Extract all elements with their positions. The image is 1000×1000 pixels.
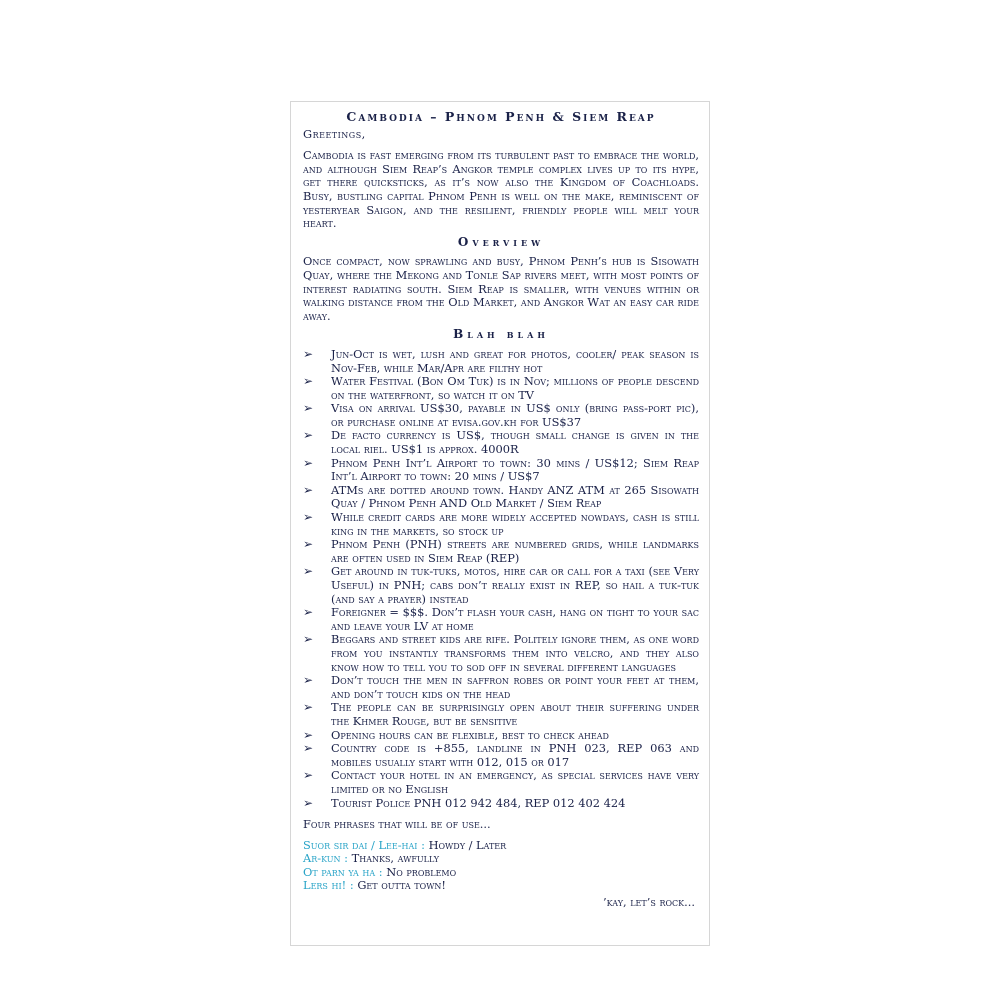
arrow-icon: ➢ (303, 768, 314, 783)
greeting: Greetings, (303, 126, 366, 141)
phrase-row (303, 866, 699, 880)
overview-paragraph: Once compact, now sprawling and busy, Phnom Penh’s hub is Sisowath Quay, where the Mekong and Tonle Sap rivers meet, with most points of interest radiating south. Siem Reap is smaller, with venues within or walking distance from the Old Market, and Angkor Wat an easy car ride away. (303, 254, 699, 323)
phrases-list (303, 839, 699, 893)
tip-text: De facto currency is US$, though small change is given in the local riel. US$1 is approx. 4000R (331, 428, 699, 457)
signoff: ’kay, let’s rock... (602, 895, 695, 910)
phrase-term: Ar-kun : (303, 851, 348, 866)
phrase-term: Lers hi! : (303, 878, 354, 893)
arrow-icon: ➢ (303, 346, 314, 361)
tip-text: ATMs are dotted around town. Handy ANZ ATM at 265 Sisowath Quay / Phnom Penh AND Old Market / Siem Reap (331, 482, 699, 511)
phrase-term: Ot parn ya ha : (303, 864, 383, 879)
arrow-icon: ➢ (303, 632, 314, 647)
tip-text: Phnom Penh (PNH) streets are numbered grids, while landmarks are often used in Siem Reap (REP) (331, 537, 699, 565)
tip-text: Visa on arrival US$30, payable in US$ only (bring pass-port pic), or purchase online at evisa.gov.kh for US$37 (331, 401, 699, 429)
phrase-meaning: Get outta town! (357, 878, 447, 893)
tip-item (303, 797, 699, 811)
arrow-icon: ➢ (303, 537, 314, 552)
phrase-row (303, 852, 699, 866)
tip-item (303, 674, 699, 701)
guide-card (290, 101, 710, 946)
arrow-icon: ➢ (303, 605, 314, 620)
tip-item (303, 429, 699, 456)
tip-text: Jun-Oct is wet, lush and great for photos, cooler/ peak season is Nov-Feb, while Mar/Apr are filthy hot (331, 346, 699, 375)
tip-text: Beggars and street kids are rife. Politely ignore them, as one word from you instantly transforms them into velcro, and they also know how to tell you to sod off in several different languages (331, 632, 699, 674)
phrases-intro: Four phrases that will be of use... (303, 817, 491, 832)
arrow-icon: ➢ (303, 510, 314, 525)
tip-text: Get around in tuk-tuks, motos, hire car or call for a taxi (see Very Useful) in PNH; cabs don’t really exist in REP, so hail a tuk-tuk (and say a prayer) instead (331, 564, 699, 606)
tip-item (303, 565, 699, 606)
phrase-row (303, 879, 699, 893)
arrow-icon: ➢ (303, 795, 314, 810)
tip-item (303, 457, 699, 484)
tip-item (303, 729, 699, 743)
tip-text: Country code is +855, landline in PNH 023, REP 063 and mobiles usually start with 012, 015 or 017 (331, 741, 699, 769)
tip-item (303, 511, 699, 538)
tips-list (303, 348, 699, 810)
tip-text: The people can be surprisingly open about their suffering under the Khmer Rouge, but be sensitive (331, 700, 699, 728)
tip-item (303, 402, 699, 429)
phrase-term: Suor sir dai / Lee-hai : (303, 837, 425, 852)
arrow-icon: ➢ (303, 401, 314, 416)
tip-item (303, 538, 699, 565)
tip-item (303, 484, 699, 511)
overview-heading: Overview (457, 234, 545, 249)
arrow-icon: ➢ (303, 741, 314, 756)
phrase-row (303, 839, 699, 853)
tip-item (303, 701, 699, 728)
tip-text: While credit cards are more widely accepted nowdays, cash is still king in the markets, so stock up (331, 510, 699, 538)
tip-item (303, 769, 699, 796)
tip-text: Tourist Police PNH 012 942 484, REP 012 402 424 (331, 795, 626, 810)
arrow-icon: ➢ (303, 700, 314, 715)
tip-text: Phnom Penh Int’l Airport to town: 30 mins / US$12; Siem Reap Int’l Airport to town: 20 mins / US$7 (331, 455, 699, 484)
arrow-icon: ➢ (303, 374, 314, 389)
tips-heading: Blah blah (453, 327, 549, 342)
tip-item (303, 348, 699, 375)
tip-item (303, 633, 699, 674)
arrow-icon: ➢ (303, 564, 314, 579)
arrow-icon: ➢ (303, 673, 314, 688)
tip-item (303, 742, 699, 769)
tip-text: Contact your hotel in an emergency, as special services have very limited or no English (331, 768, 699, 796)
tip-text: Don’t touch the men in saffron robes or point your feet at them, and don’t touch kids on the head (331, 673, 699, 701)
phrase-meaning: Thanks, awfully (351, 851, 440, 866)
arrow-icon: ➢ (303, 482, 314, 497)
phrase-meaning: Howdy / Later (428, 837, 507, 852)
phrase-meaning: No problemo (386, 864, 457, 879)
arrow-icon: ➢ (303, 428, 314, 443)
tip-text: Foreigner = $$$. Don’t flash your cash, hang on tight to your sac and leave your LV at home (331, 605, 699, 633)
tip-text: Opening hours can be flexible, best to check ahead (331, 727, 609, 742)
intro-paragraph: Cambodia is fast emerging from its turbulent past to embrace the world, and although Siem Reap’s Angkor temple complex lives up to its hype, get there quicksticks, as it’s now also the Kingdom of Coachloads. Busy, bustling capital Phnom Penh is well on the make, reminiscent of yesteryear Saigon, and the resilient, friendly people will melt your heart. (303, 148, 699, 231)
document-title: Cambodia – Phnom Penh & Siem Reap (346, 109, 656, 124)
arrow-icon: ➢ (303, 455, 314, 470)
arrow-icon: ➢ (303, 727, 314, 742)
tip-item (303, 375, 699, 402)
tip-text: Water Festival (Bon Om Tuk) is in Nov; millions of people descend on the waterfront, so watch it on TV (331, 374, 699, 402)
tip-item (303, 606, 699, 633)
